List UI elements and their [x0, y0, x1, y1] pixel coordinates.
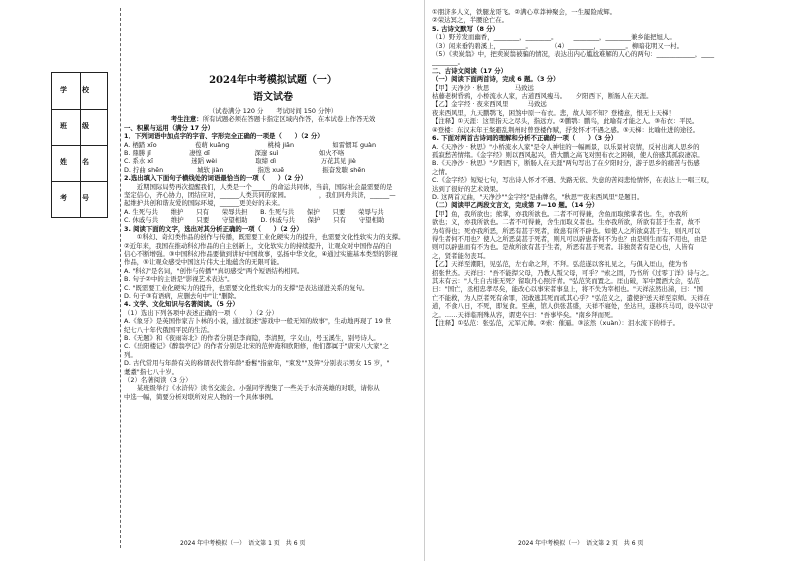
page-1-footer: 2024 年中考模拟（一） 语文第 1 页 共 6 页 [180, 540, 306, 547]
page-1-content [124, 74, 422, 401]
class-field[interactable] [80, 109, 108, 145]
text-line: A. 栖踏 xīo 苞萌 kuāng 桃椅 jiān 如雷惯耳 guàn [124, 140, 377, 149]
text-line: C. 系水 xī 迷蹈 wèi 取缔 dì 万花其见 jiè [124, 157, 356, 166]
text-line: （二）阅读甲乙两段文言文，完成第 7—10 题。（14 分） [432, 201, 599, 210]
text-line: 其末有云："人生自古谁无死？留取丹心照汗青。"弘范笑而置之。厓山破，军中置酒大会，弘范 [432, 277, 700, 285]
text-line: ②荣达冥之，半腰论亡在。 [432, 16, 509, 25]
page-2-lines [432, 8, 790, 327]
name-field[interactable] [80, 145, 108, 181]
text-line: 得生者何不用也？使人之所恶莫甚于死者，则凡可以辟患者何不为也？由是则生而有不用也，由是 [432, 234, 707, 243]
text-line: D. 古代常用与年龄有关的称谓表代替年龄"垂髫"指童年，"束发""及笄"分别表示男女 15 岁，" [124, 359, 390, 368]
text-line: A.《象牙》是英国作家吉卜林的小说，通过叙述"游戏中一般无知的故事"，生动地再现了 19 世 [124, 317, 392, 326]
text-line: 近期国际局势再次提醒我们，人类是一个______的命运共同体，当前，国际社会最需要的是 [124, 182, 393, 191]
text-line: C. 休戚与共 维护 只要 守望相助 D. 休戚与共 保护 只有 守望相助 [124, 216, 385, 225]
text-line: （1）选出下列各项中表述正确的一项（ ）（2 分） [124, 308, 278, 317]
text-line: 2.选出填入下面句子横线处的词语最恰当的一项（ ）（2 分） [124, 174, 307, 183]
text-line: 5. 古诗文默写（8 分） [432, 24, 499, 33]
text-line: 【乙】金字经 · 夜来西风里 马致远 [432, 100, 547, 109]
page-1-lines [124, 124, 422, 401]
binding-line [120, 8, 121, 548]
text-line: （一）阅读下面两首诗，完成 6 题。（3 分） [432, 75, 560, 84]
text-line: 坚定信心，齐心协力，团结应对，______人类共同的家园。 ，我们同舟共济，______— [124, 191, 396, 200]
text-line: 之，贤者能勿丧耳。 [432, 251, 490, 260]
notice-head: 考生注意： [170, 115, 203, 124]
text-line: 夜来西风里，九天鹏鹗飞，困煞中原一布衣。悲，故人知不知？登楼意，恨无上天梯！ [432, 108, 675, 117]
text-line: 某班级举行《水浒传》读书交流会。小强同学搜集了一些关于水浒英雄的对联，请你从 [124, 384, 380, 393]
text-line: 【注释】①弘范：张弘范，元军元帅。②索：催逼。③泫然（xuàn）：泪水流下的样子。 [432, 319, 680, 328]
text-line: 【乙】天祥至潮阳，见弘范，左右命之拜，不拜。弘范遂以客礼见之，与俱入厓山，使为书 [432, 260, 688, 269]
school-label: 学 校 [60, 86, 93, 94]
text-line: D. 句子③有语病，应删去句中"让"删除。 [124, 291, 241, 300]
text-line: 1．下列词语中加点字的字音、字形完全正确的一项是（ ）（2 分） [124, 132, 324, 141]
text-line: 耄耋"指七八十岁。 [124, 367, 179, 376]
text-line: 为苟得也；死亦我所恶，所恶有甚于死者，故患有所不辟也。如使人之所欲莫甚于生，则凡可以 [432, 226, 701, 235]
text-line: 二、古诗文阅读（17 分） [432, 66, 508, 75]
text-line: D. 拧曲 shēn 城软 jiàn 指迭 xuē 振奋发聩 shēn [124, 165, 366, 174]
name-row [52, 145, 107, 182]
text-line: 起维护共创和谐友爱的国际环境，______更美好的未来。 [124, 199, 284, 208]
page-divider [424, 0, 425, 561]
text-line: 3. 阅读下面的文字，选出对其分析正确的一项（ ）（2 分） [124, 224, 303, 233]
text-line: 亡不能救，为人臣者死有余罪，况敢逃其死而贰其心乎？"弘范义之，遣使护送天祥至京师。天祥在 [432, 293, 710, 302]
page-2-content [432, 8, 790, 327]
text-line: 【注释】①天涯：这里指天之尽头，指远方。②鹏鹗：鹏鸟，此喻有才能之人。③布衣：平民。 [432, 117, 699, 126]
text-line: 列。 [124, 350, 137, 359]
text-line: 【甲】天净沙 · 秋思 马致远 [432, 83, 534, 92]
text-line: 作品，⑤让观众感受中国这片伟大土地蕴含的无限可能。 [124, 258, 284, 267]
text-line: C.《金字经》短短七句，写出诗人怀才不遇、失路无依、失意的苦闷悲怆情怀，在表达上一唱三叹， [432, 176, 714, 185]
page-2-footer: 2024 年中考模拟（一） 语文第 2 页 共 6 页 [518, 540, 644, 547]
exam-notice [124, 115, 422, 123]
text-line: ①朋济多人义，铁腿龙哥飞。②满心草莽神聚会，一生履险成辉。 [432, 8, 617, 16]
exam-meta: （试卷满分 120 分 考试时间 150 分钟） [208, 107, 338, 115]
text-line: 欲也；义，亦我所欲也。二者不可得兼，舍生而取义者也。生亦我所欲，所欲有甚于生者，故不 [432, 218, 701, 227]
student-info-box [51, 72, 108, 218]
text-line: ①科幻、奇幻类作品的创作与传播，既需要工业化硬实力的提升，也需要文化性软实力的支撑。 [124, 233, 405, 242]
text-line: C. "既需要工业化硬实力的提升，也需要文化性软实力的支撑"是表达递进关系的复句。 [124, 283, 369, 292]
text-line: B.《天净沙 · 秋思》"夕阳西下，断肠人在天涯"两句写出了在夕阳时分，游子思乡的痛苦与伤感 [432, 159, 700, 168]
class-label: 班 级 [60, 122, 93, 130]
text-line: 则可以辟患而有不为也。是故所欲有甚于生者，所恶有甚于死者。非独贤者有是心也，人皆有 [432, 243, 695, 252]
text-line: A.《天净沙 · 秋思》"小桥流水人家"是令人神往的一幅画景，以乐景衬哀情，反衬出离人思乡的 [432, 142, 700, 151]
exam-page-2 [426, 0, 794, 561]
subject-title: 语文试卷 [253, 92, 293, 103]
text-line: ④登楼：东汉末年王粲避乱荆州时曾登楼作赋，抒发怀才不遇之感。⑤天梯：比喻仕进的途径。 [432, 125, 700, 134]
class-row [52, 109, 107, 146]
text-line: 枯藤老树昏鸦，小桥流水人家，古道西风瘦马。 夕阳西下，断肠人在天涯。 [432, 92, 653, 101]
text-line: （1）野芳发而幽香，________，________。 ________，________兼乡能把旭人。 [432, 33, 676, 42]
text-line: 之。……天祥临刑殊从容，谓吏卒曰："吾事毕矣。"南乡拜而死。 [432, 310, 617, 319]
text-line: （2）名著阅读（3 分） [124, 376, 192, 384]
text-line: （3）闲来垂钓碧溪上，________。 （4）________，________。柳暗花明又一村。 [432, 41, 683, 50]
text-line: 孤寂愁苦情绪。《金字经》则以西风起兴，借大鹏之高飞对照布衣之困顿，使人倍感其孤寂凄凉。 [432, 150, 704, 159]
text-line: A. "科幻"是名词，"创作与传播""真切感受"两个短语结构相同。 [124, 266, 304, 275]
text-line: B.《无题》和《夜雨寄北》的作者分别是李商隐，李清照，字义山，号玉溪生，别号诗人。 [124, 333, 380, 342]
text-line: 一、积累与运用（满分 17 分） [124, 123, 215, 132]
exam-number-field[interactable] [80, 181, 108, 217]
text-line: D. 这两首元曲，"天净沙""金字经"是曲牌名，"秋思""夜来西风里"是题目。 [432, 192, 644, 201]
exam-number-row [52, 181, 107, 217]
text-line: 纪七八十年代俄国平民的生活。 [124, 325, 214, 334]
text-line: 道，不食八日，不死，即复食。至燕，馆人供张甚盛，天祥不寝处，坐达旦，遂移兵马司，设卒以守 [432, 302, 714, 311]
notice-text: 所有试题必须在答题卡指定区域内作答，在本试卷上作答无效 [202, 115, 376, 124]
school-row [52, 73, 107, 110]
text-line: ②近年来，我国在推动科幻作品的自主创新上，文化软实力的持续提升，让观众对中国作品的自 [124, 241, 392, 250]
school-field[interactable] [80, 73, 108, 109]
text-line: 招张世杰。天祥曰："吾不能捍父母，乃教人叛父母，可乎？"索之固，乃书所《过零丁洋》诗与之。 [432, 268, 713, 277]
text-line: B. 句子②中的主语是"影视艺术表达"。 [124, 275, 234, 284]
text-line: 中选一幅，简要分析对联所对应人物的一个具体事例。 [124, 392, 278, 401]
text-line: ________。 [432, 58, 464, 67]
text-line: C.《岳阳楼记》《醉翁亭记》的作者分别是北宋的范仲淹和欧阳修，他们都属于"唐宋八大家"之 [124, 342, 389, 351]
text-line: 6. 下面对两首古诗词的理解和分析不正确的一项（ ）（3 分） [432, 134, 618, 143]
text-line: 【甲】鱼，我所欲也；熊掌，亦我所欲也。二者不可得兼，舍鱼而取熊掌者也。生，亦我所 [432, 209, 688, 218]
text-line: A. 生死与共 维护 只有 荣辱共担 B. 生死与共 保护 只要 荣辱与共 [124, 207, 384, 216]
text-line: 4. 文学、文化知识与名著阅读。（5 分） [124, 300, 239, 309]
text-line: 之情。 [432, 167, 452, 176]
text-line: B. 鼎勝 jǐ 凄惶 dī 深邃 suì 如火不咯 [124, 149, 345, 158]
text-line: 曰："国亡，丞相忠孝尽矣，能改心以事宋者事皇上，将不失为宰相也。"天祥泫然出涕，曰："国 [432, 285, 703, 294]
text-line: 达到了很好的艺术效果。 [432, 184, 503, 193]
exam-number-label: 考 号 [60, 194, 93, 202]
text-line: （5）《卖炭翁》中，把卖炭翁被骗的情况，表达出内心尴尬难解的人心的两句：____________，____ [432, 50, 715, 59]
exam-title: 2024年中考模拟试题（一） [209, 75, 337, 86]
name-label: 姓 名 [60, 158, 93, 166]
text-line: 信心不断增强。③中国科幻作品要做到讲好中国故事，弘扬中华文化，④通过实施基本类型的影视 [124, 249, 398, 258]
